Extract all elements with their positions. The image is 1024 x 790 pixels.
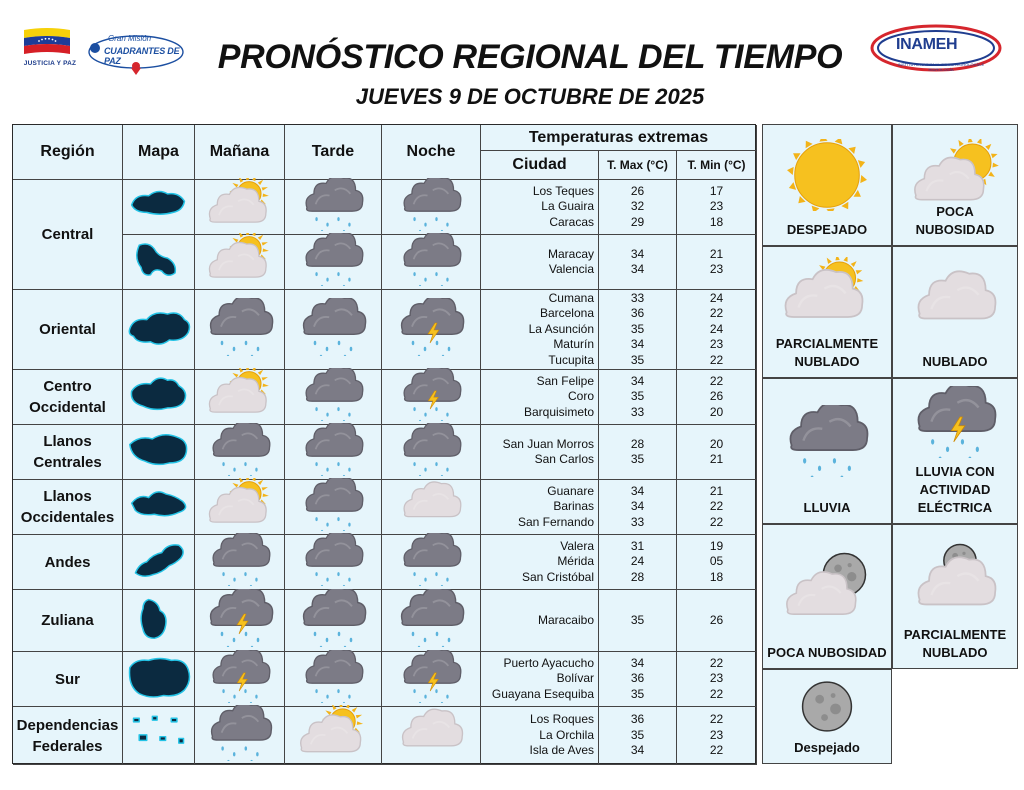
tmin-value: 17: [709, 183, 724, 198]
region-map-icon: [126, 371, 192, 424]
region-map: [123, 290, 195, 370]
tmin-value: 21: [709, 452, 724, 466]
forecast-afternoon: [285, 425, 382, 480]
city-name: Maturín: [553, 337, 594, 352]
partly-cloudy-icon: [777, 257, 877, 334]
region-map-icon: [126, 426, 192, 479]
storm-icon: [200, 589, 280, 652]
mission-line2: CUADRANTES DE PAZ: [104, 46, 180, 66]
forecast-morning: [195, 180, 285, 235]
region-map: [123, 707, 195, 765]
legend-label: POCA NUBOSIDAD: [767, 645, 887, 660]
tmax-list: [599, 370, 677, 425]
legend-panel: [762, 124, 1018, 764]
tmax-value: 28: [630, 436, 645, 451]
city-name: Cumana: [548, 290, 594, 305]
tmin-list: [677, 707, 757, 765]
cloudy-icon: [905, 266, 1005, 343]
region-map-icon: [126, 709, 192, 762]
tmax-value: 29: [630, 214, 645, 229]
header-temps: Temperaturas extremas: [481, 125, 757, 151]
forecast-afternoon: [285, 370, 382, 425]
forecast-afternoon: [285, 652, 382, 707]
region-map-icon: [126, 236, 192, 289]
tmin-value: 22: [709, 306, 724, 321]
night-few-clouds-icon: [777, 551, 877, 628]
partly-cloudy-icon: [200, 478, 280, 536]
tmax-value: 34: [630, 743, 645, 758]
city-name: Guanare: [547, 483, 594, 498]
forecast-afternoon: [285, 180, 382, 235]
tmin-value: 18: [709, 214, 724, 229]
region-map: [123, 535, 195, 590]
tmax-value: 33: [630, 404, 645, 419]
rain-icon: [293, 233, 373, 291]
region-map: [123, 180, 195, 235]
rain-icon: [200, 423, 280, 481]
tmax-value: 34: [630, 337, 645, 352]
inameh-name: INAMEH: [896, 36, 958, 53]
storm-icon: [391, 298, 471, 361]
forecast-night: [382, 707, 481, 765]
region-map: [123, 425, 195, 480]
tmax-value: 35: [630, 727, 645, 742]
tmax-list: [599, 235, 677, 290]
city-list: [481, 425, 599, 480]
tmin-value: 22: [709, 743, 724, 758]
city-name: Tucupita: [548, 352, 594, 367]
partly-cloudy-icon: [200, 368, 280, 426]
tmax-value: 36: [630, 306, 645, 321]
rain-icon: [293, 533, 373, 591]
region-label: Llanos Occidentales: [13, 480, 123, 535]
tmax-value: 31: [630, 538, 645, 553]
city-list: [481, 707, 599, 765]
region-label: Zuliana: [13, 590, 123, 652]
region-map-icon: [126, 594, 192, 647]
city-name: Isla de Aves: [529, 743, 594, 758]
city-list: [481, 535, 599, 590]
forecast-afternoon: [285, 535, 382, 590]
tmax-list: [599, 535, 677, 590]
inameh-subtitle: INSTITUTO NACIONAL DE METEOROLOGÍA E HIDROLOGÍA: [897, 62, 985, 72]
tmin-value: 23: [709, 262, 724, 276]
rain-icon: [391, 533, 471, 591]
region-map-icon: [126, 181, 192, 234]
tmax-value: 33: [630, 514, 645, 529]
region-label: Llanos Centrales: [13, 425, 123, 480]
partly-cloudy-icon: [200, 233, 280, 291]
legend-item: [762, 669, 892, 764]
city-name: Caracas: [549, 214, 594, 229]
tmin-value: 21: [709, 246, 724, 261]
tmin-value: 22: [709, 655, 724, 670]
night-clear-icon: [777, 677, 877, 741]
header-tmax: T. Max (°C): [599, 151, 677, 180]
city-name: Mérida: [557, 554, 594, 569]
header-city: Ciudad: [481, 151, 599, 180]
city-list: [481, 290, 599, 370]
header-map: Mapa: [123, 125, 195, 180]
tmin-value: 20: [709, 404, 724, 419]
forecast-morning: [195, 480, 285, 535]
region-label: Oriental: [13, 290, 123, 370]
city-name: Barinas: [553, 499, 594, 514]
city-name: La Asunción: [528, 321, 594, 336]
tmin-value: 23: [709, 337, 724, 352]
tmin-list: [677, 235, 757, 290]
city-name: Maracaibo: [537, 612, 594, 627]
tmin-list: [677, 480, 757, 535]
region-label: Dependencias Federales: [13, 707, 123, 765]
city-list: [481, 235, 599, 290]
tmin-value: 26: [709, 389, 724, 404]
tmin-value: 18: [709, 569, 724, 584]
tmax-value: 35: [630, 686, 645, 701]
tmax-value: 35: [630, 352, 645, 367]
page-date: JUEVES 9 DE OCTUBRE DE 2025: [355, 84, 705, 109]
city-name: Los Roques: [529, 712, 594, 727]
legend-item: [762, 246, 892, 378]
city-name: La Guaira: [541, 199, 594, 214]
rain-icon: [293, 478, 373, 536]
few-clouds-icon: [905, 139, 1005, 216]
forecast-morning: [195, 535, 285, 590]
header-afternoon: Tarde: [285, 125, 382, 180]
rain-icon: [293, 368, 373, 426]
region-label: Sur: [13, 652, 123, 707]
tmax-list: [599, 652, 677, 707]
partly-cloudy-icon: [200, 178, 280, 236]
cloudy-icon: [391, 705, 471, 766]
city-list: [481, 590, 599, 652]
forecast-afternoon: [285, 290, 382, 370]
city-name: Bolívar: [556, 671, 594, 686]
tmax-list: [599, 707, 677, 765]
city-name: Maracay: [547, 246, 594, 261]
cloudy-icon: [391, 478, 471, 536]
tmax-value: 24: [630, 554, 645, 569]
legend-label: Despejado: [794, 740, 860, 755]
partly-cloudy-icon: [293, 705, 373, 766]
tmax-list: [599, 425, 677, 480]
forecast-night: [382, 480, 481, 535]
region-map: [123, 590, 195, 652]
forecast-night: [382, 590, 481, 652]
tmax-value: 35: [630, 389, 645, 404]
tmin-value: 22: [709, 373, 724, 388]
legend-item: [892, 524, 1018, 669]
forecast-night: [382, 425, 481, 480]
city-name: Barcelona: [539, 306, 594, 321]
forecast-morning: [195, 652, 285, 707]
region-label: Central: [13, 180, 123, 290]
city-name: Los Teques: [532, 183, 594, 198]
rain-icon: [391, 178, 471, 236]
city-name: La Orchila: [539, 727, 594, 742]
sunny-icon: [777, 139, 877, 216]
city-name: San Carlos: [534, 452, 594, 466]
rain-icon: [391, 589, 471, 652]
forecast-night: [382, 652, 481, 707]
tmax-list: [599, 480, 677, 535]
legend-item: [762, 524, 892, 669]
city-name: Coro: [567, 389, 594, 404]
tmin-list: [677, 652, 757, 707]
tmax-value: 36: [630, 712, 645, 727]
tmax-value: 35: [630, 452, 645, 466]
rain-icon: [391, 423, 471, 481]
tmin-list: [677, 535, 757, 590]
inameh-logo: [868, 22, 1004, 78]
page-title: PRONÓSTICO REGIONAL DEL TIEMPO: [217, 38, 843, 76]
city-name: San Fernando: [517, 514, 594, 529]
forecast-morning: [195, 235, 285, 290]
tmax-value: 34: [630, 655, 645, 670]
city-name: Guayana Esequiba: [491, 686, 594, 701]
mission-logo: [86, 28, 186, 74]
city-name: San Felipe: [536, 373, 594, 388]
region-label: Centro Occidental: [13, 370, 123, 425]
tmax-value: 36: [630, 671, 645, 686]
forecast-afternoon: [285, 590, 382, 652]
header-region: Región: [13, 125, 123, 180]
forecast-night: [382, 535, 481, 590]
tmax-value: 34: [630, 483, 645, 498]
legend-label: DESPEJADO: [786, 222, 868, 237]
city-name: Puerto Ayacucho: [503, 655, 594, 670]
city-name: San Juan Morros: [502, 436, 594, 451]
forecast-afternoon: [285, 480, 382, 535]
forecast-night: [382, 235, 481, 290]
tmax-list: [599, 180, 677, 235]
header-morning: Mañana: [195, 125, 285, 180]
tmax-value: 34: [630, 246, 645, 261]
storm-icon: [391, 368, 471, 426]
rain-icon: [293, 423, 373, 481]
forecast-night: [382, 180, 481, 235]
tmin-value: 23: [709, 727, 724, 742]
mission-line1: Gran Misión: [108, 34, 152, 43]
legend-item: [762, 378, 892, 524]
tmin-value: 22: [709, 352, 724, 367]
tmin-value: 20: [709, 436, 724, 451]
rain-icon: [200, 533, 280, 591]
forecast-morning: [195, 590, 285, 652]
forecast-table: [12, 124, 756, 764]
city-name: San Cristóbal: [521, 569, 594, 584]
tmin-value: 26: [709, 612, 724, 627]
forecast-morning: [195, 707, 285, 765]
tmin-value: 22: [709, 712, 724, 727]
tmin-value: 23: [709, 671, 724, 686]
forecast-morning: [195, 425, 285, 480]
legend-label: LLUVIA CON ACTIVIDAD ELÉCTRICA: [915, 464, 995, 515]
legend-label: LLUVIA: [803, 500, 851, 515]
legend-label: NUBLADO: [922, 354, 988, 369]
tmax-list: [599, 290, 677, 370]
venezuela-flag-icon: [22, 26, 72, 58]
tmax-value: 34: [630, 499, 645, 514]
rain-icon: [200, 298, 280, 361]
rain-icon: [200, 705, 280, 766]
tmax-value: 33: [630, 290, 645, 305]
region-map-icon: [126, 303, 192, 356]
header-night: Noche: [382, 125, 481, 180]
tmin-value: 23: [709, 199, 724, 214]
region-map: [123, 370, 195, 425]
tmin-value: 22: [709, 686, 724, 701]
tmax-list: [599, 590, 677, 652]
tmin-list: [677, 370, 757, 425]
tmax-value: 35: [630, 321, 645, 336]
header-tmin: T. Min (°C): [677, 151, 757, 180]
forecast-afternoon: [285, 235, 382, 290]
city-list: [481, 652, 599, 707]
tmax-value: 34: [630, 373, 645, 388]
tmax-value: 28: [630, 569, 645, 584]
forecast-night: [382, 370, 481, 425]
rain-icon: [391, 233, 471, 291]
region-map: [123, 235, 195, 290]
forecast-morning: [195, 290, 285, 370]
region-map: [123, 652, 195, 707]
region-map-icon: [126, 481, 192, 534]
tmin-value: 22: [709, 514, 724, 529]
region-map: [123, 480, 195, 535]
tmin-value: 24: [709, 321, 724, 336]
legend-item: [892, 246, 1018, 378]
city-name: Barquisimeto: [523, 404, 594, 419]
city-list: [481, 480, 599, 535]
tmin-list: [677, 425, 757, 480]
rain-icon: [293, 298, 373, 361]
forecast-night: [382, 290, 481, 370]
legend-label: PARCIALMENTE NUBLADO: [903, 627, 1007, 660]
tmin-value: 19: [709, 538, 724, 553]
tmin-value: 22: [709, 499, 724, 514]
city-name: Valera: [560, 538, 594, 553]
legend-label: POCA NUBOSIDAD: [915, 204, 995, 237]
legend-item: [892, 124, 1018, 246]
region-map-icon: [126, 653, 192, 706]
tmin-value: 21: [709, 483, 724, 498]
region-label: Andes: [13, 535, 123, 590]
region-map-icon: [126, 536, 192, 589]
venezuela-logo: [22, 26, 78, 67]
tmin-list: [677, 180, 757, 235]
forecast-afternoon: [285, 707, 382, 765]
tmin-list: [677, 290, 757, 370]
city-name: Valencia: [548, 262, 594, 276]
logo-caption: JUSTICIA Y PAZ: [23, 60, 77, 67]
legend-item: [892, 378, 1018, 524]
forecast-morning: [195, 370, 285, 425]
rain-icon: [293, 178, 373, 236]
night-partly-cloudy-icon: [905, 542, 1005, 619]
tmax-value: 34: [630, 262, 645, 276]
storm-icon: [905, 386, 1005, 463]
city-list: [481, 180, 599, 235]
rain-icon: [777, 405, 877, 482]
tmax-value: 26: [630, 183, 645, 198]
tmin-value: 05: [709, 554, 724, 569]
storm-icon: [391, 650, 471, 708]
rain-icon: [293, 650, 373, 708]
city-list: [481, 370, 599, 425]
tmax-value: 35: [630, 612, 645, 627]
tmax-value: 32: [630, 199, 645, 214]
legend-item: [762, 124, 892, 246]
tmin-list: [677, 590, 757, 652]
legend-label: PARCIALMENTE NUBLADO: [775, 336, 879, 369]
rain-icon: [293, 589, 373, 652]
storm-icon: [200, 650, 280, 708]
tmin-value: 24: [709, 290, 724, 305]
